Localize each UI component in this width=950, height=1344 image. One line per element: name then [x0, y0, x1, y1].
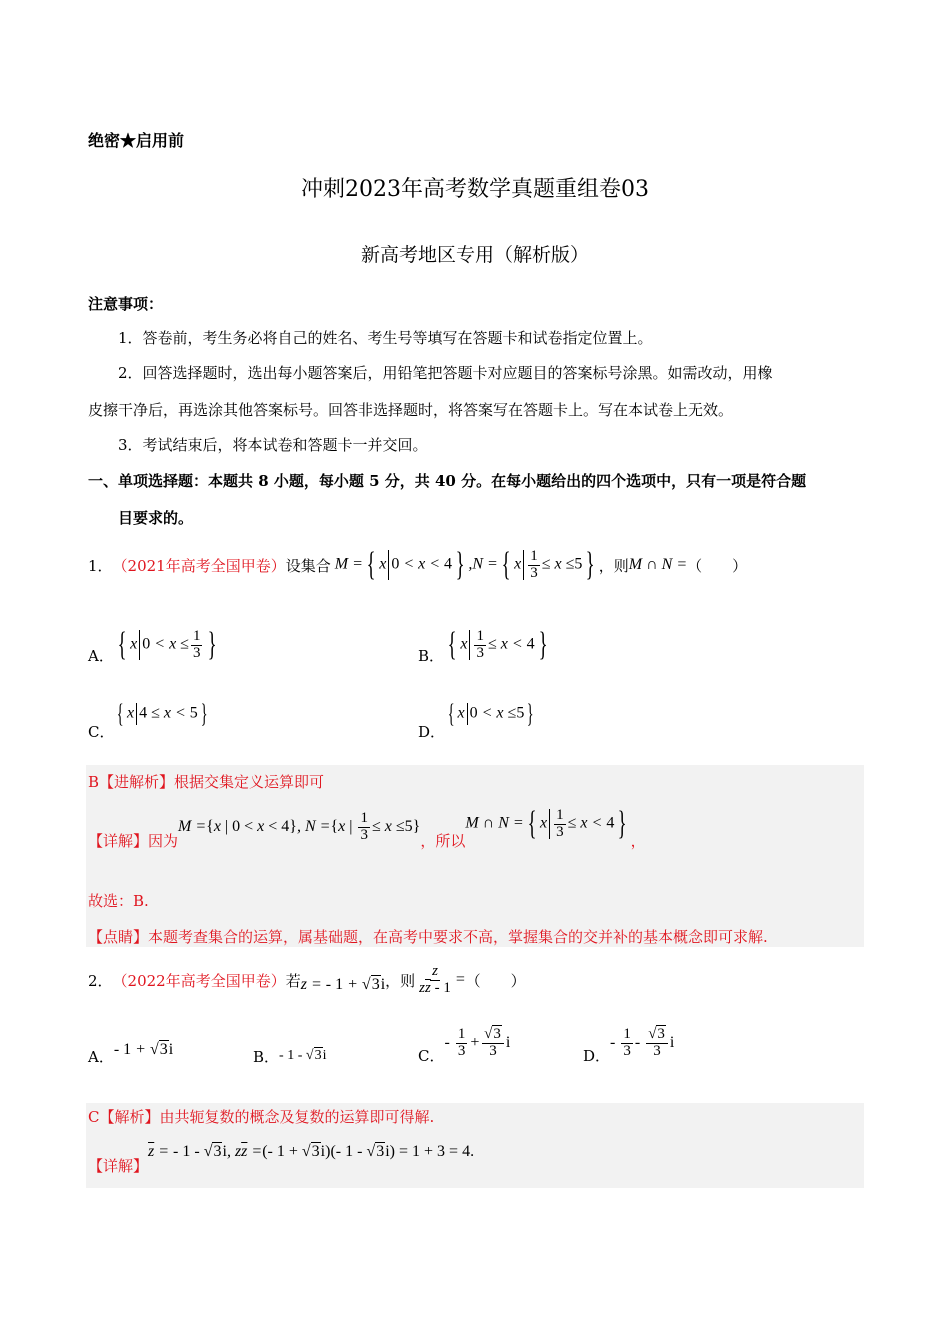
- section-heading-cont: 目要求的。: [118, 509, 194, 527]
- option-label: A．: [88, 1047, 114, 1066]
- option-formula: { x 0 < x ≤ $\frac{1}{3}$ }: [117, 626, 218, 663]
- notice-item-2: 2．回答选择题时，选出每小题答案后，用铅笔把答题卡对应题目的答案标号涂黑。如需改动，用橡: [118, 364, 773, 382]
- detail-formula-1: M ={x | 0 < x < 4}, N ={x | $\frac{1}{3}$ ≤ x ≤5}: [178, 809, 421, 843]
- detail-end: ，: [630, 831, 646, 850]
- q2-option-c: [418, 1020, 510, 1072]
- question-number: 2．: [88, 971, 113, 990]
- option-formula: - $\frac{1}{3}$ + $\frac{√3}{3}$ i: [444, 1025, 511, 1059]
- detail-label: 【详解】: [88, 1156, 149, 1175]
- option-formula: { x 0 < x ≤5 }: [447, 699, 534, 728]
- option-label: A．: [88, 646, 114, 665]
- question-2: [88, 958, 526, 1002]
- solution-2-detail: [88, 1138, 474, 1178]
- solution-1-answer: B【进解析】根据交集定义运算即可: [88, 773, 325, 791]
- z-formula: z = - 1 + √3i: [300, 976, 386, 993]
- q2-option-b: [253, 1030, 326, 1074]
- option-formula: { x $\frac{1}{3}$ ≤ x < 4 }: [447, 626, 548, 663]
- option-label: B．: [418, 646, 445, 665]
- question-stem: 设集合: [285, 556, 331, 575]
- detail-formula-2: M ∩ N = { x $\frac{1}{3}$ ≤ x < 4 }: [465, 805, 627, 842]
- notice-item-1: 1．答卷前，考生务必将自己的姓名、考生号等填写在答题卡和试卷指定位置上。: [118, 329, 653, 347]
- option-c: [88, 700, 210, 740]
- notice-item-2-cont: 皮擦干净后，再选涂其他答案标号。回答非选择题时，将答案写在答题卡上。写在本试卷上无效。: [88, 401, 734, 419]
- option-formula: - 1 - √3i: [279, 1048, 327, 1063]
- intersection-formula: M ∩ N =: [628, 556, 688, 573]
- option-label: C．: [418, 1046, 445, 1065]
- set-m-formula: M = { x 0 < x < 4 } ,N = { x $\frac{1}{3}$ ≤ x ≤5 }: [334, 546, 596, 583]
- solution-1-choose: 故选：B.: [88, 892, 149, 910]
- option-d: [418, 700, 537, 740]
- option-formula: { x 4 ≤ x < 5 }: [117, 699, 208, 728]
- ratio-formula: $\frac{z}{z\overline{z} - 1}$ =: [419, 962, 466, 996]
- detail-label: 【详解】因为: [88, 831, 179, 850]
- solution-2-answer: C【解析】由共轭复数的概念及复数的运算即可得解.: [88, 1108, 435, 1126]
- question-then: ，则: [598, 556, 629, 575]
- option-label: B．: [253, 1047, 280, 1066]
- q2-option-a: [88, 1030, 173, 1074]
- notice-heading: 注意事项：: [88, 295, 164, 313]
- question-number: 1．: [88, 556, 113, 575]
- answer-paren: （ ）: [465, 971, 526, 990]
- section-heading: 一、单项选择题：本题共 8 小题，每小题 5 分，共 40 分。在每小题给出的四个选项中，只有一项是符合题: [88, 472, 807, 490]
- answer-paren: （ ）: [687, 556, 748, 575]
- option-formula: - $\frac{1}{3}$ - $\frac{√3}{3}$ i: [610, 1025, 675, 1059]
- option-formula: - 1 + √3i: [113, 1041, 174, 1058]
- question-1: [88, 545, 747, 585]
- page-title: 冲刺2023年高考数学真题重组卷03: [301, 177, 649, 202]
- q2-option-d: [583, 1020, 674, 1072]
- option-b: [418, 620, 551, 670]
- question-source: （2022年高考全国甲卷）: [112, 971, 286, 990]
- question-then: ，则: [385, 971, 416, 990]
- detail-formula: $\overline{z}$ = - 1 - √3i, $z\overline{z}$ =(- 1 + √3i)(- 1 - √3i) = 1 + 3 = 4.: [148, 1143, 475, 1160]
- solution-1-detail: [88, 805, 646, 857]
- secret-label: 绝密★启用前: [88, 131, 185, 150]
- page-subtitle: 新高考地区专用（解析版）: [360, 244, 589, 266]
- option-a: [88, 620, 221, 670]
- option-label: D．: [583, 1046, 611, 1065]
- question-source: （2021年高考全国甲卷）: [112, 556, 286, 575]
- question-stem: 若: [285, 971, 301, 990]
- notice-item-3: 3．考试结束后，将本试卷和答题卡一并交回。: [118, 436, 428, 454]
- detail-mid: ，所以: [420, 831, 466, 850]
- option-label: C．: [88, 722, 115, 741]
- option-label: D．: [418, 722, 446, 741]
- solution-1-comment: 【点睛】本题考查集合的运算，属基础题，在高考中要求不高，掌握集合的交并补的基本概念即可求解.: [88, 928, 768, 946]
